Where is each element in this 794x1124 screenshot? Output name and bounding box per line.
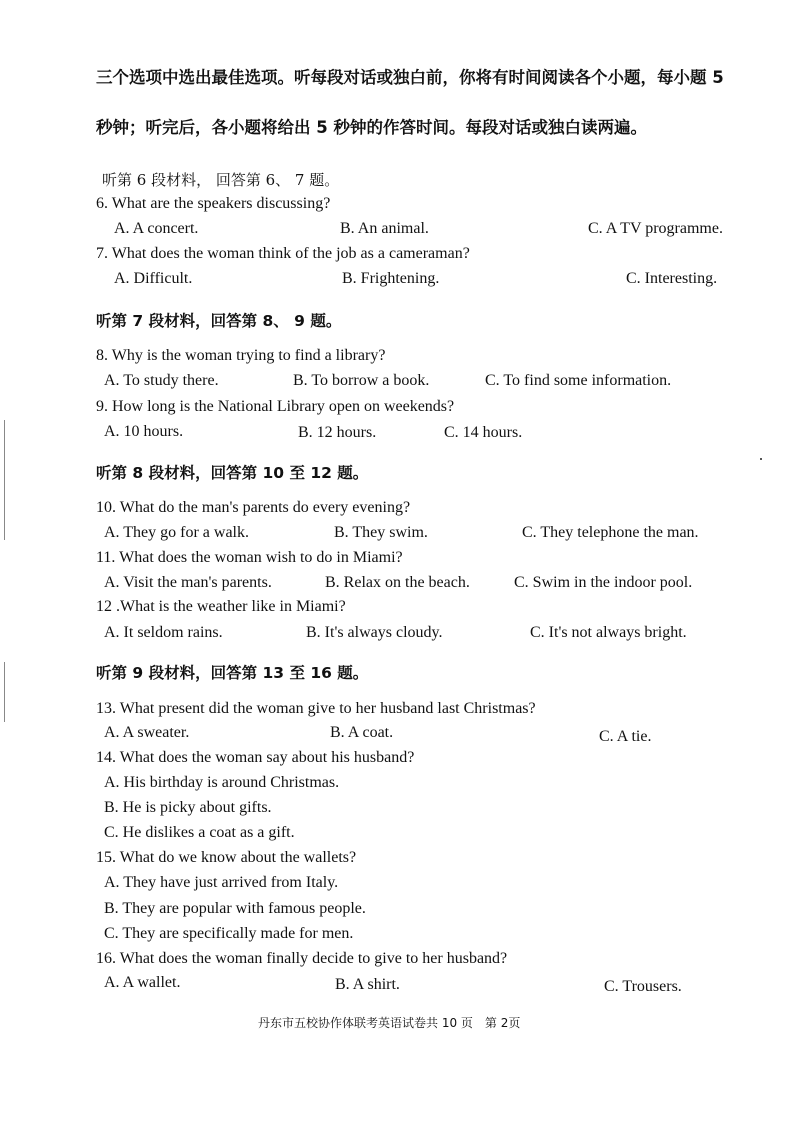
option-c: C. They are specifically made for men. [104,925,354,942]
margin-binding-mark [4,420,5,540]
option-a: A. To study there. [104,372,219,389]
option-a: A. They have just arrived from Italy. [104,874,339,891]
option-c: C. It's not always bright. [530,624,687,641]
option-b: B. Frightening. [342,270,440,287]
page-number: 第 2页 [484,1016,521,1030]
option-c: C. Interesting. [626,270,718,287]
intro-line-2: 秒钟；听完后，各小题将给出 5 秒钟的作答时间。每段对话或独白读两遍。 [96,118,647,137]
question: 12 .What is the weather like in Miami? [96,598,346,615]
option-a: A. His birthday is around Christmas. [104,774,340,791]
question: 10. What do the man's parents do every evening? [96,499,411,516]
section-heading: 听第 8 段材料，回答第 10 至 12 题。 [96,464,369,482]
option-c: C. A TV programme. [588,220,723,237]
option-a: A. Visit the man's parents. [104,574,272,591]
option-b: B. 12 hours. [298,424,377,441]
section-heading: 听第 9 段材料，回答第 13 至 16 题。 [96,664,369,682]
option-c: C. To find some information. [485,372,672,389]
question: 7. What does the woman think of the job as a cameraman? [96,245,470,262]
question: 9. How long is the National Library open on weekends? [96,398,455,415]
option-b: B. An animal. [340,220,429,237]
option-c: C. Swim in the indoor pool. [514,574,693,591]
question: 15. What do we know about the wallets? [96,849,357,866]
intro-line-1: 三个选项中选出最佳选项。听每段对话或独白前，你将有时间阅读各个小题，每小题 5 [96,68,724,87]
footer-title: 丹东市五校协作体联考英语试卷共 10 页 [258,1016,473,1030]
option-b: B. They are popular with famous people. [104,900,366,917]
question: 6. What are the speakers discussing? [96,195,331,212]
option-a: A. They go for a walk. [104,524,249,541]
section-heading: 听第 7 段材料，回答第 8、 9 题。 [96,312,342,330]
option-b: B. Relax on the beach. [325,574,470,591]
option-a: A. It seldom rains. [104,624,223,641]
option-a: A. A wallet. [104,974,181,991]
question: 16. What does the woman finally decide to give to her husband? [96,950,508,967]
page-footer [258,1014,520,1031]
option-c: C. 14 hours. [444,424,523,441]
option-a: A. A sweater. [104,724,190,741]
option-b: B. A shirt. [335,976,400,993]
option-c: C. He dislikes a coat as a gift. [104,824,295,841]
option-c: C. They telephone the man. [522,524,699,541]
question: 8. Why is the woman trying to find a library? [96,347,386,364]
question: 11. What does the woman wish to do in Miami? [96,549,403,566]
option-b: B. They swim. [334,524,428,541]
option-b: B. To borrow a book. [293,372,430,389]
question: 13. What present did the woman give to her husband last Christmas? [96,700,536,717]
option-b: B. He is picky about gifts. [104,799,272,816]
option-b: B. It's always cloudy. [306,624,443,641]
option-a: A. Difficult. [114,270,193,287]
option-c: C. Trousers. [604,978,682,995]
margin-binding-mark [4,662,5,722]
option-a: A. A concert. [114,220,199,237]
question: 14. What does the woman say about his husband? [96,749,415,766]
option-b: B. A coat. [330,724,394,741]
option-c: C. A tie. [599,728,652,745]
option-a: A. 10 hours. [104,423,184,440]
section-heading: 听第 6 段材料， 回答第 6、 7 题。 [102,171,340,189]
scan-speck [760,458,762,460]
